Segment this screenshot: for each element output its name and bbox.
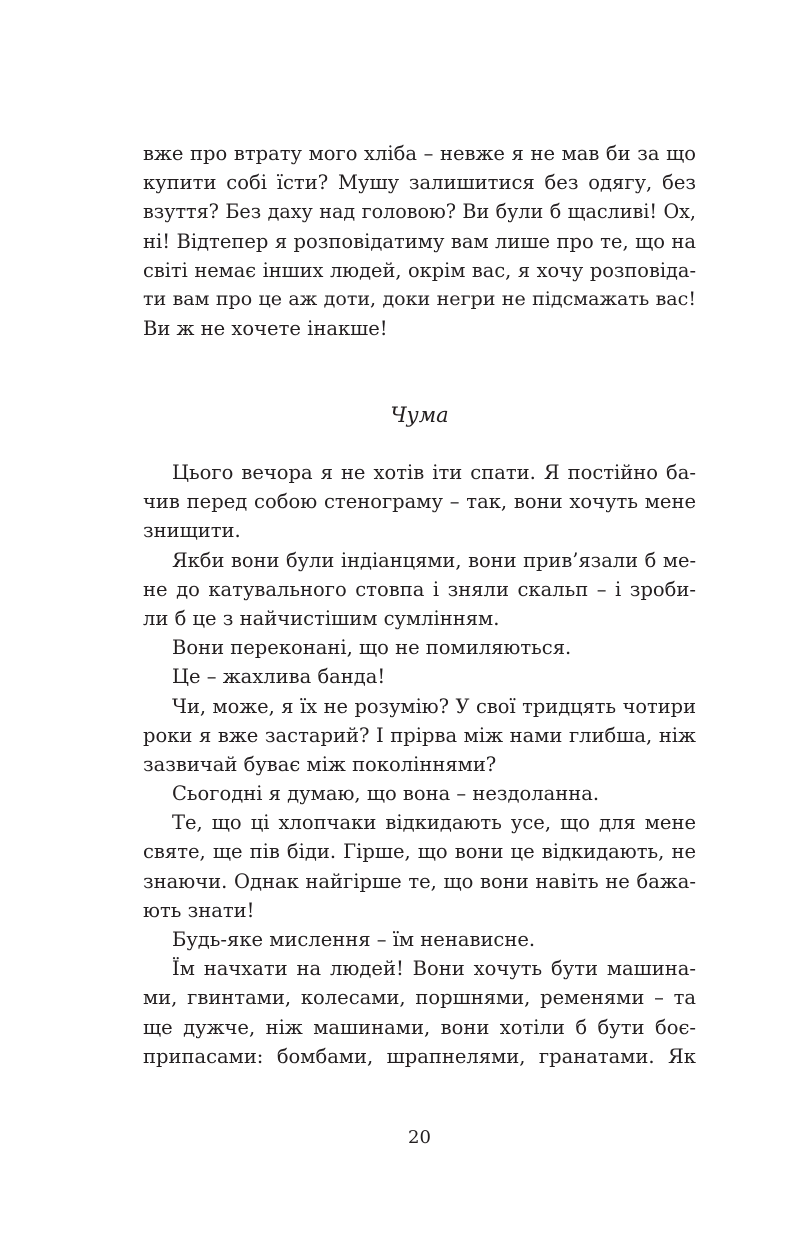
text-line: знищити.: [143, 519, 241, 543]
page-number: 20: [408, 1127, 431, 1148]
text-line: не до катувального стовпа і зняли скальп – і зроби-: [143, 577, 696, 601]
text-line: Те, що ці хлопчаки відкидають усе, що для мене: [172, 811, 696, 835]
text-line: купити собі їсти? Мушу залишитися без одягу, без: [143, 171, 696, 195]
text-line: знаючи. Однак найгірше те, що вони навіть не бажа-: [143, 869, 696, 893]
text-line: взуття? Без даху над головою? Ви були б щасливі! Ох,: [143, 200, 696, 224]
text-line: припасами: бомбами, шрапнелями, гранатами. Як: [143, 1044, 696, 1068]
text-line: ще дужче, ніж машинами, вони хотіли б бути боє-: [143, 1015, 696, 1039]
text-line: зазвичай буває між поколіннями?: [143, 752, 497, 776]
text-line: Їм начхати на людей! Вони хочуть бути машина-: [172, 957, 696, 981]
text-line: роки я вже застарий? І прірва між нами глибша, ніж: [143, 723, 696, 747]
section-title: Чума: [390, 403, 449, 427]
text-line: святе, ще пів біди. Гірше, що вони це відкидають, не: [143, 840, 696, 864]
text-line: ють знати!: [143, 898, 255, 922]
text-line: Якби вони були індіанцями, вони прив’язали б ме-: [172, 548, 696, 572]
continued-paragraph: [143, 139, 696, 343]
text-line: ні! Відтепер я розповідатиму вам лише про те, що на: [143, 229, 696, 253]
text-line: Цього вечора я не хотів іти спати. Я постійно ба-: [172, 461, 696, 484]
text-line: Сьогодні я думаю, що вона – нездоланна.: [172, 782, 600, 806]
text-line: ми, гвинтами, колесами, поршнями, ременями – та: [143, 986, 696, 1010]
text-line: світі немає інших людей, окрім вас, я хочу розповіда-: [143, 258, 696, 282]
text-line: чив перед собою стенограму – так, вони хочуть мене: [143, 490, 696, 514]
text-line: Будь-яке мислення – їм ненависне.: [172, 928, 536, 951]
text-line: Чи, може, я їх не розумію? У свої тридцять чотири: [172, 694, 696, 718]
text-line: вже про втрату мого хліба – невже я не мав би за що: [143, 142, 696, 165]
text-line: Вони переконані, що не помиляються.: [172, 636, 572, 660]
text-line: Це – жахлива банда!: [172, 665, 386, 689]
text-line: Ви ж не хочете інакше!: [143, 317, 388, 341]
text-line: ли б це з найчистішим сумлінням.: [143, 606, 500, 630]
section-body: [143, 458, 696, 1071]
text-line: ти вам про це аж доти, доки негри не підсмажать вас!: [143, 287, 696, 310]
